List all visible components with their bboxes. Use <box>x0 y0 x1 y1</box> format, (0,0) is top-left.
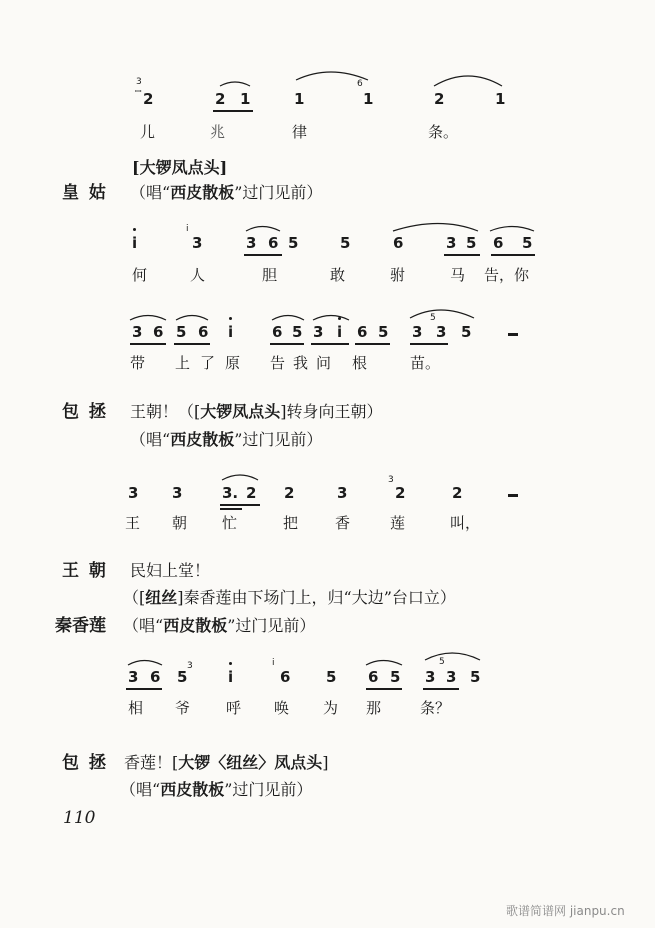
lyric: 为 <box>323 699 339 717</box>
note: 6 <box>368 668 379 686</box>
lyric: 律 <box>292 123 308 141</box>
lyric: 香 <box>335 514 351 532</box>
lyric: 了 <box>200 354 216 372</box>
note: 3 <box>128 484 139 502</box>
note: 3 <box>192 234 203 252</box>
note: 3 <box>425 668 436 686</box>
note: i <box>228 668 234 686</box>
lyric: 问 <box>316 354 332 372</box>
lyric: 爷 <box>175 699 191 717</box>
lyric: 人 <box>190 266 206 284</box>
note: 5 <box>390 668 401 686</box>
singing-direction: （唱“西皮散板”过门见前） <box>130 183 323 202</box>
role-name: 秦香莲 <box>55 616 106 636</box>
lyric: 条？ <box>420 699 451 717</box>
page-number: 110 <box>63 808 96 828</box>
grace-note: 5 <box>439 657 445 667</box>
grace-note: 5 <box>430 313 436 323</box>
note: i <box>132 234 138 252</box>
note: 3 <box>412 323 423 341</box>
singing-direction: （唱“西皮散板”过门见前） <box>123 616 316 635</box>
note: 6 <box>198 323 209 341</box>
note: 2 <box>215 90 226 108</box>
note: 2 <box>434 90 445 108</box>
note: 5 <box>470 668 481 686</box>
note: 6 <box>280 668 291 686</box>
lyric: 叫， <box>450 514 481 532</box>
lyric: 何 <box>132 266 148 284</box>
lyric: 莲 <box>390 514 406 532</box>
lyric: 那 <box>366 699 382 717</box>
note: 6 <box>150 668 161 686</box>
spoken-line: 王朝！（[大锣凤点头]转身向王朝） <box>130 402 383 421</box>
lyric: 我 <box>293 354 309 372</box>
note: 1 <box>240 90 251 108</box>
lyric: 驸 <box>390 266 406 284</box>
note: 5 <box>176 323 187 341</box>
lyric: 条。 <box>428 123 459 141</box>
note: i <box>228 323 234 341</box>
note: 1 <box>495 90 506 108</box>
lyric: 上 <box>175 354 191 372</box>
grace-note: i <box>272 658 275 668</box>
note: 3 <box>337 484 348 502</box>
note: 3 <box>246 234 257 252</box>
grace-note: 3 <box>136 77 142 87</box>
lyric: 苗。 <box>410 354 441 372</box>
lyric: 胆 <box>262 266 278 284</box>
watermark: 歌谱简谱网 jianpu.cn <box>506 904 625 918</box>
singing-direction: （唱“西皮散板”过门见前） <box>130 430 323 449</box>
lyric: 朝 <box>172 514 188 532</box>
lyric: 敢 <box>330 266 346 284</box>
note: 5 <box>340 234 351 252</box>
lyric: 唤 <box>274 699 290 717</box>
note: 1 <box>363 90 374 108</box>
stage-cue: [大锣凤点头] <box>132 158 228 177</box>
note: 5 <box>288 234 299 252</box>
note: 3. <box>222 484 239 502</box>
role-name: 皇 姑 <box>62 183 108 203</box>
note: 6 <box>268 234 279 252</box>
grace-note: 3 <box>388 475 394 485</box>
grace-note: 6 <box>357 79 363 89</box>
note: 5 <box>177 668 188 686</box>
note: 1 <box>294 90 305 108</box>
lyric: 儿 <box>140 123 156 141</box>
note: 3 <box>436 323 447 341</box>
note: 2 <box>395 484 406 502</box>
note: 5 <box>461 323 472 341</box>
note: 5 <box>522 234 533 252</box>
lyric: 告，你 <box>484 266 530 284</box>
spoken-line: 民妇上堂！ <box>130 561 211 580</box>
lyric: 王 <box>125 514 141 532</box>
note: 6 <box>393 234 404 252</box>
note: 3 <box>446 234 457 252</box>
lyric: 兆 <box>210 123 226 141</box>
lyric: 相 <box>128 699 144 717</box>
spoken-line: 香莲！[大锣〈纽丝〉凤点头] <box>124 753 329 772</box>
note: 2 <box>143 90 154 108</box>
lyric: 带 <box>130 354 146 372</box>
lyric: 原 <box>225 354 241 372</box>
note: 5 <box>292 323 303 341</box>
note: 2 <box>452 484 463 502</box>
note: 6 <box>493 234 504 252</box>
lyric: 马 <box>450 266 466 284</box>
lyric: 告 <box>270 354 286 372</box>
note: 2 <box>284 484 295 502</box>
note: 6 <box>357 323 368 341</box>
singing-direction: （唱“西皮散板”过门见前） <box>120 780 313 799</box>
note: 6 <box>272 323 283 341</box>
role-name: 王 朝 <box>62 561 108 581</box>
stage-direction: （[纽丝]秦香莲由下场门上，归“大边”台口立） <box>123 588 456 607</box>
note: 5 <box>378 323 389 341</box>
note: 5 <box>466 234 477 252</box>
lyric: 忙 <box>222 514 238 532</box>
note: 3 <box>313 323 324 341</box>
note: 3 <box>128 668 139 686</box>
note: 6 <box>153 323 164 341</box>
lyric: 把 <box>283 514 299 532</box>
note: i <box>337 323 343 341</box>
note: 3 <box>172 484 183 502</box>
lyric: 呼 <box>226 699 242 717</box>
note: 2 <box>246 484 257 502</box>
note: 5 <box>326 668 337 686</box>
role-name: 包 拯 <box>62 753 108 773</box>
role-name: 包 拯 <box>62 402 108 422</box>
grace-mark: ꟷ <box>135 87 142 96</box>
lyric: 根 <box>352 354 368 372</box>
note: 3 <box>446 668 457 686</box>
note: 3 <box>132 323 143 341</box>
grace-note: i <box>186 224 189 234</box>
grace-note: 3 <box>187 661 193 671</box>
